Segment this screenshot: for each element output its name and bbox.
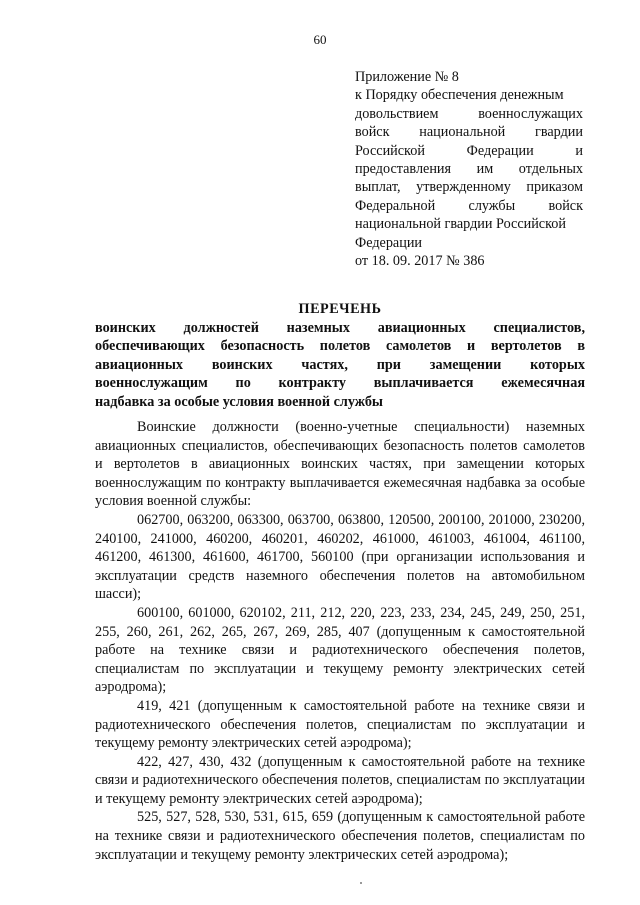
appendix-line: предоставления им отдельных xyxy=(355,161,583,178)
appendix-line: войск национальной гвардии xyxy=(355,124,583,141)
appendix-line: от 18. 09. 2017 № 386 xyxy=(355,253,485,270)
body-paragraph: 600100, 601000, 620102, 211, 212, 220, 223, 233, 234, 245, 249, 250, 251, 255, 260, 261, 262, 265, 267, 269, 285, 407 (допущенным к самостоятельной работе на технике связи и радиотехнического обеспечения полетов, специалистам по эксплуатации и текущему ремонту электрических сетей аэродрома); xyxy=(95,604,585,696)
appendix-line: национальной гвардии Российской xyxy=(355,216,566,233)
page-number: 60 xyxy=(313,32,327,47)
appendix-line: к Порядку обеспечения денежным xyxy=(355,87,564,104)
heading-line: обеспечивающих безопасность полетов самолетов и вертолетов в xyxy=(95,338,585,355)
document-title: ПЕРЕЧЕНЬ xyxy=(298,301,382,317)
appendix-line: Российской Федерации и xyxy=(355,142,583,159)
body-paragraph: 062700, 063200, 063300, 063700, 063800, 120500, 200100, 201000, 230200, 240100, 241000, 460200, 460201, 460202, 461000, 461003, 461004, 461100, 461200, 461300, 461600, 461700, 560100 (при организации использования и эксплуатации средств наземного обеспечения полетов на автомобильном шасси); xyxy=(95,511,585,603)
body-paragraph: 525, 527, 528, 530, 531, 615, 659 (допущенным к самостоятельной работе на технике связи и радиотехнического обеспечения полетов, специалистам по эксплуатации и текущему ремонту электрических сетей аэродрома); xyxy=(95,809,585,863)
appendix-line: Федеральной службы войск xyxy=(355,197,583,214)
appendix-line: выплат, утвержденному приказом xyxy=(355,179,583,196)
appendix-line: Федерации xyxy=(355,234,423,251)
body-paragraph: Воинские должности (военно-учетные специальности) наземных авиационных специалистов, обеспечивающих безопасность полетов самолетов и вертолетов в авиационных воинских частях, при замещении которых военнослужащим по контракту выплачивается ежемесячная надбавка за особые условия военной службы: xyxy=(95,419,585,510)
list-heading xyxy=(95,300,585,412)
appendix-line: Приложение № 8 xyxy=(355,69,459,85)
heading-line: авиационных воинских частях, при замещении которых xyxy=(95,356,585,373)
heading-line: надбавка за особые условия военной службы xyxy=(95,393,384,410)
body-paragraph: 419, 421 (допущенным к самостоятельной работе на технике связи и радиотехнического обеспечения полетов, специалистам по эксплуатации и текущему ремонту электрических сетей аэродрома); xyxy=(95,697,585,752)
scan-speck xyxy=(360,882,362,884)
document-body xyxy=(95,418,585,864)
heading-line: военнослужащим по контракту выплачивается ежемесячная xyxy=(95,375,585,392)
heading-line: воинских должностей наземных авиационных специалистов, xyxy=(95,319,585,336)
appendix-block xyxy=(355,68,583,270)
body-paragraph: 422, 427, 430, 432 (допущенным к самостоятельной работе на технике связи и радиотехнического обеспечения полетов, специалистам по эксплуатации и текущему ремонту электрических сетей аэродрома); xyxy=(95,753,585,807)
appendix-line: довольствием военнослужащих xyxy=(355,105,583,122)
